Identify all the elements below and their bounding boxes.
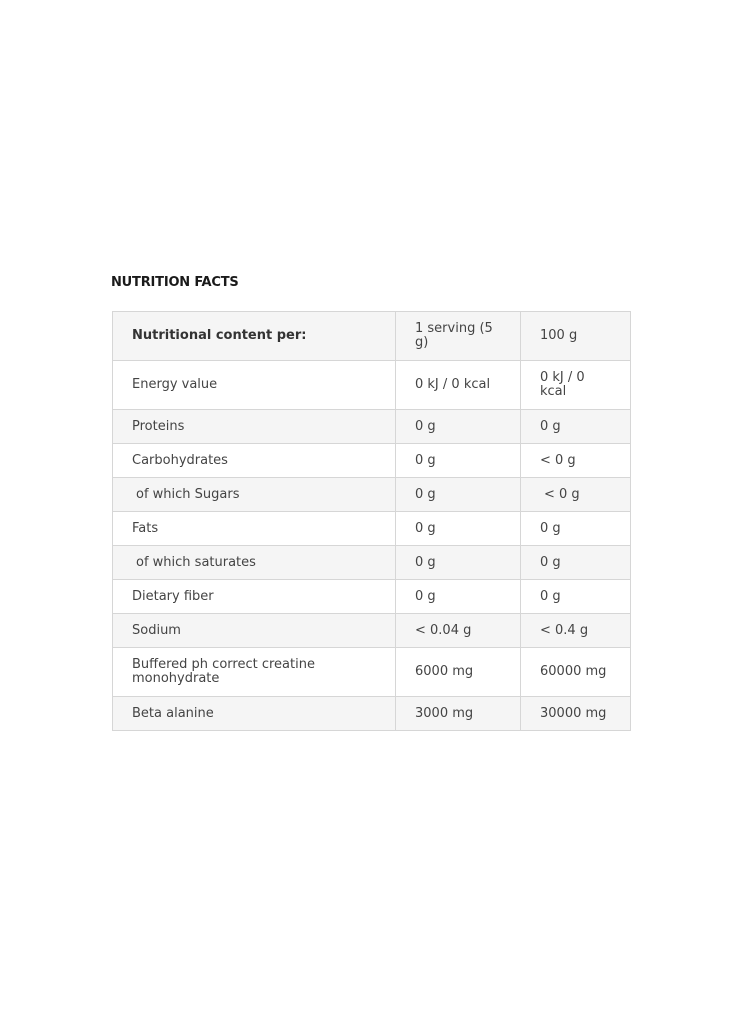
- row-serving-value: 3000 mg: [396, 697, 521, 731]
- row-serving-value: 0 g: [396, 478, 521, 512]
- table-row: [113, 614, 631, 648]
- row-serving-value: 6000 mg: [396, 648, 521, 697]
- row-label: Beta alanine: [113, 697, 396, 731]
- table-row: [113, 410, 631, 444]
- table-row: [113, 478, 631, 512]
- row-100g-value: 60000 mg: [521, 648, 631, 697]
- table-row: [113, 697, 631, 731]
- row-label: Fats: [113, 512, 396, 546]
- row-100g-value: 0 g: [521, 410, 631, 444]
- row-serving-value: 0 g: [396, 580, 521, 614]
- row-serving-value: 0 g: [396, 444, 521, 478]
- table-row: [113, 361, 631, 410]
- row-100g-value: 0 g: [521, 580, 631, 614]
- row-serving-value: 0 kJ / 0 kcal: [396, 361, 521, 410]
- section-title: NUTRITION FACTS: [111, 275, 239, 290]
- row-label: Sodium: [113, 614, 396, 648]
- table-row: [113, 580, 631, 614]
- row-100g-value: 0 kJ / 0 kcal: [521, 361, 631, 410]
- nutrition-table: [112, 311, 631, 731]
- row-100g-value: < 0.4 g: [521, 614, 631, 648]
- row-serving-value: 0 g: [396, 546, 521, 580]
- row-label: of which saturates: [136, 554, 256, 570]
- row-serving-value: 0 g: [396, 410, 521, 444]
- table-row: [113, 444, 631, 478]
- header-100g: 100 g: [521, 312, 631, 361]
- row-label: Energy value: [113, 361, 396, 410]
- row-label: Dietary fiber: [113, 580, 396, 614]
- row-serving-value: 0 g: [396, 512, 521, 546]
- row-100g-value: < 0 g: [544, 486, 580, 502]
- row-serving-value: < 0.04 g: [396, 614, 521, 648]
- header-serving: 1 serving (5 g): [396, 312, 521, 361]
- row-100g-value: < 0 g: [521, 444, 631, 478]
- row-label: Proteins: [113, 410, 396, 444]
- row-label: Carbohydrates: [113, 444, 396, 478]
- row-100g-value: 0 g: [521, 512, 631, 546]
- table-row: [113, 512, 631, 546]
- table-row: [113, 648, 631, 697]
- row-label: of which Sugars: [136, 486, 240, 502]
- row-label: Buffered ph correct creatine monohydrate: [113, 648, 396, 697]
- table-header-row: [113, 312, 631, 361]
- header-label: Nutritional content per:: [113, 312, 396, 361]
- row-100g-value: 0 g: [521, 546, 631, 580]
- table-row: [113, 546, 631, 580]
- row-100g-value: 30000 mg: [521, 697, 631, 731]
